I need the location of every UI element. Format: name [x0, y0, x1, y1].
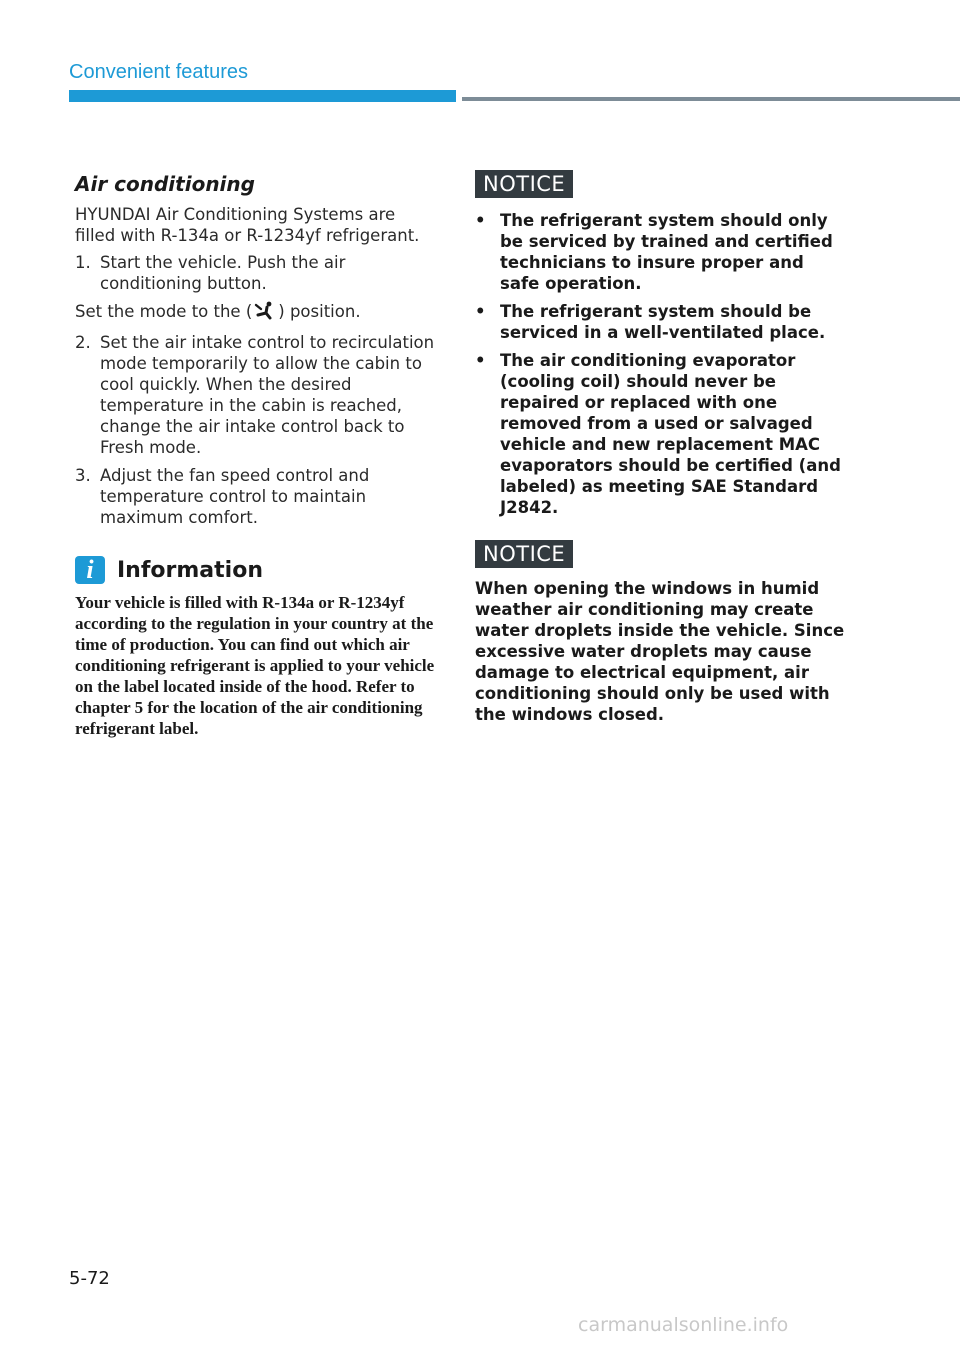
- page-number: 5-72: [69, 1268, 110, 1289]
- notice-badge: NOTICE: [475, 540, 573, 568]
- notice-list-item: [475, 350, 845, 518]
- watermark: carmanualsonline.info: [578, 1314, 789, 1336]
- bullet-icon: •: [475, 302, 486, 321]
- step-item: [75, 332, 440, 458]
- mode-prefix: Set the mode to the (: [75, 302, 253, 321]
- info-icon: i: [75, 556, 105, 584]
- step-item: [75, 465, 440, 528]
- notice-badge: NOTICE: [475, 170, 573, 198]
- intro-paragraph: HYUNDAI Air Conditioning Systems are filled with R-134a or R-1234yf refrigerant.: [75, 205, 420, 245]
- step-text: Start the vehicle. Push the air conditioning button.: [100, 253, 346, 293]
- notice-item-text: The refrigerant system should be serviced in a well-ventilated place.: [500, 302, 826, 342]
- information-header: [75, 556, 440, 584]
- step-text: Set the air intake control to recirculation mode temporarily to allow the cabin to cool quickly. When the desired temperature in the cabin is reached, change the air intake control back to Fresh mode.: [100, 333, 435, 457]
- notice-list: [475, 210, 845, 518]
- step-number: 1.: [75, 253, 91, 272]
- section-heading: Air conditioning: [75, 172, 255, 196]
- notice-block: [475, 540, 845, 725]
- bullet-icon: •: [475, 351, 486, 370]
- right-column: [475, 170, 845, 725]
- step-item: [75, 252, 440, 294]
- header-accent-bar: [69, 90, 456, 102]
- floor-mode-icon: [254, 301, 276, 326]
- section-header-title: Convenient features: [69, 61, 249, 83]
- notice-text: When opening the windows in humid weather air conditioning may create water droplets inside the vehicle. Since excessive water droplets may cause damage to electrical equipment, air conditioning should only be used with the windows closed.: [475, 579, 845, 724]
- notice-item-text: The air conditioning evaporator (cooling coil) should never be repaired or replaced with one removed from a used or salvaged vehicle and new replacement MAC evaporators should be certified (and labeled) as meeting SAE Standard J2842.: [500, 351, 841, 517]
- notice-item-text: The refrigerant system should only be serviced by trained and certified technicians to insure proper and safe operation.: [500, 211, 833, 293]
- step-text: Adjust the fan speed control and temperature control to maintain maximum comfort.: [100, 466, 370, 527]
- notice-list-item: [475, 301, 845, 343]
- bullet-icon: •: [475, 211, 486, 230]
- left-column: [75, 172, 440, 739]
- header-rule: [462, 97, 960, 101]
- step-number: 2.: [75, 333, 91, 352]
- notice-list-item: [475, 210, 845, 294]
- step-number: 3.: [75, 466, 91, 485]
- information-text: Your vehicle is filled with R-134a or R-1234yf according to the regulation in your country at the time of production. You can find out which air conditioning refrigerant is applied to your vehicle on the label located inside of the hood. Refer to chapter 5 for the location of the air conditioning refrigerant label.: [75, 593, 435, 738]
- mode-paragraph: [75, 301, 440, 326]
- information-title: Information: [117, 557, 263, 583]
- mode-suffix: ) position.: [278, 302, 361, 321]
